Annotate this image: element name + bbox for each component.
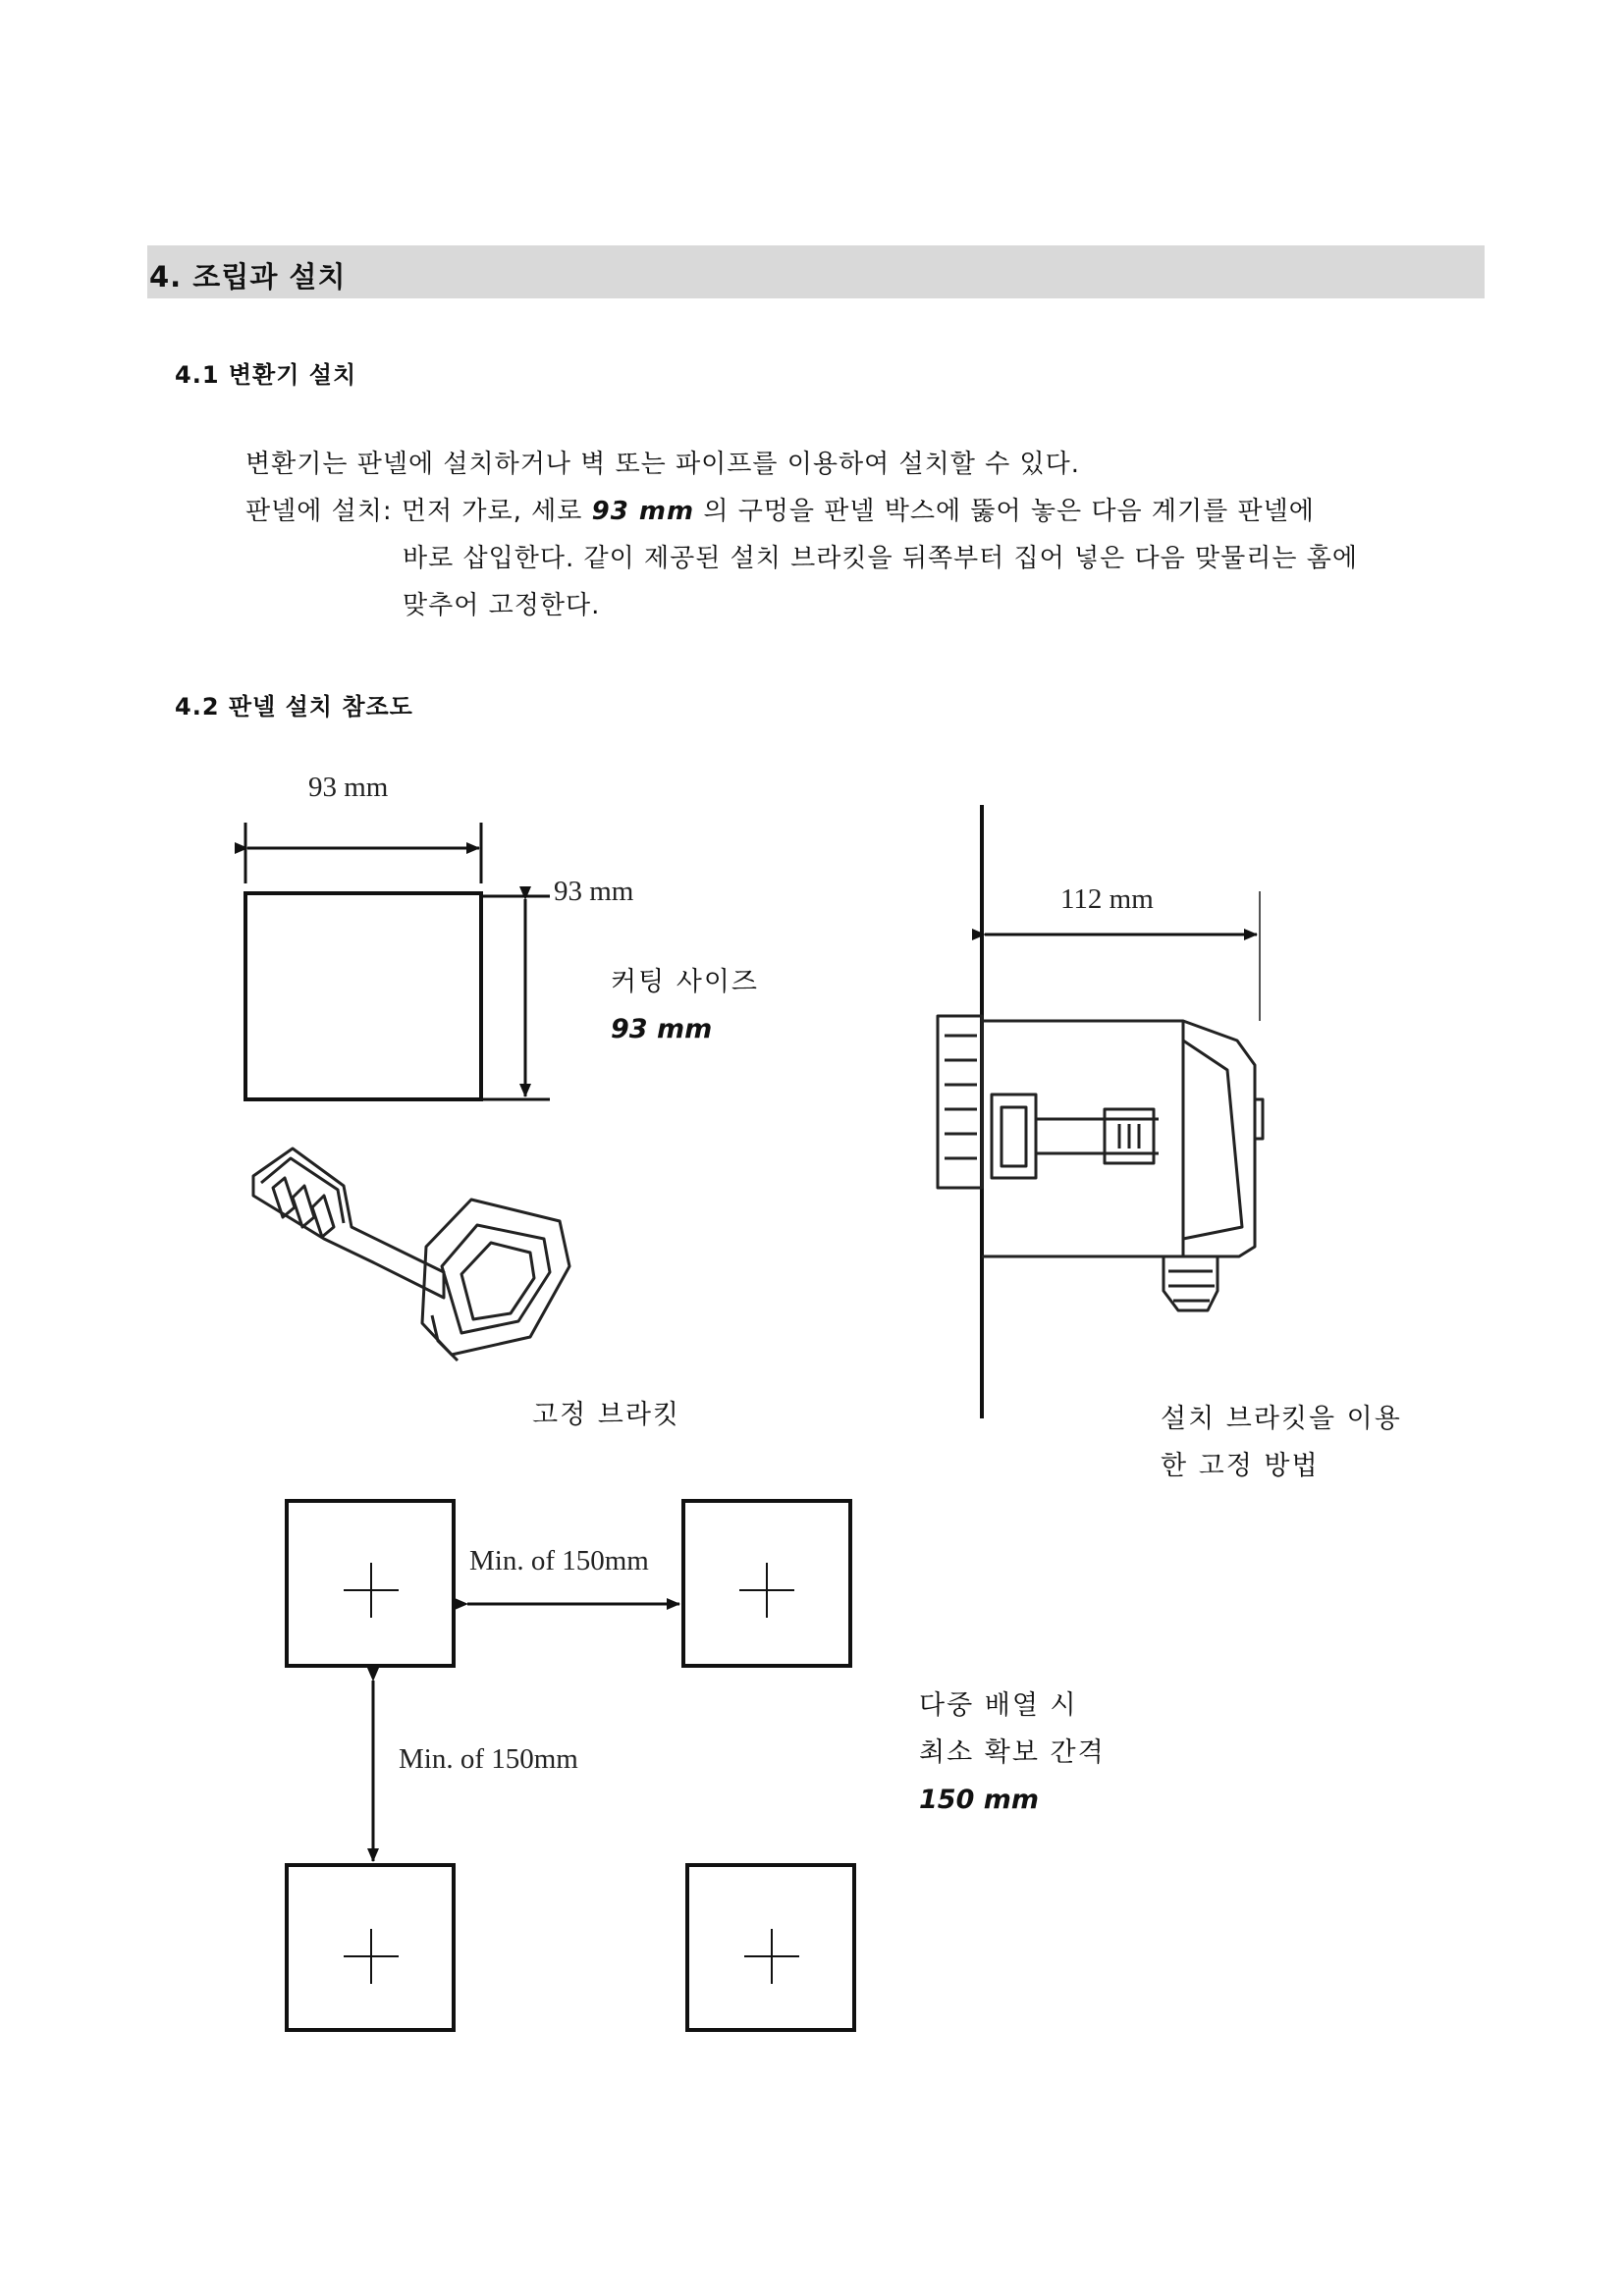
cutout-drawing — [245, 823, 550, 1099]
paragraph-line-2-prefix: 판넬에 설치: 먼저 가로, 세로 — [245, 497, 583, 526]
section-title: 4. 조립과 설치 — [149, 260, 347, 294]
caption-spacing-value: 150 mm — [919, 1785, 1040, 1815]
caption-spacing-line-2: 최소 확보 간격 — [919, 1737, 1106, 1768]
caption-fixing-bracket: 고정 브라킷 — [532, 1400, 680, 1430]
subsection-title-reference: 4.2 판넬 설치 참조도 — [175, 693, 413, 721]
paragraph-line-4: 맞추어 고정한다. — [403, 591, 601, 620]
dim-min-horizontal: Min. of 150mm — [469, 1545, 649, 1576]
dim-cutout-height: 93 mm — [554, 876, 634, 907]
bracket-illustration — [253, 1148, 569, 1361]
subsection-title-installation: 4.1 변환기 설치 — [175, 361, 357, 389]
paragraph-line-1: 변환기는 판넬에 설치하거나 벽 또는 파이프를 이용하여 설치할 수 있다. — [245, 450, 1081, 479]
dim-min-vertical: Min. of 150mm — [399, 1743, 578, 1775]
paragraph-line-2-suffix: 의 구멍을 판넬 박스에 뚫어 놓은 다음 계기를 판넬에 — [703, 497, 1315, 526]
caption-side-line-2: 한 고정 방법 — [1161, 1451, 1320, 1481]
paragraph-line-3: 바로 삽입한다. 같이 제공된 설치 브라킷을 뒤쪽부터 집어 넣은 다음 맞물리는 홈에 — [403, 544, 1359, 573]
caption-side-line-1: 설치 브라킷을 이용 — [1161, 1404, 1402, 1434]
caption-spacing-line-1: 다중 배열 시 — [919, 1690, 1078, 1721]
caption-cutting-size: 커팅 사이즈 — [611, 967, 759, 997]
caption-cutting-size-value: 93 mm — [611, 1014, 713, 1044]
dim-depth: 112 mm — [1060, 883, 1154, 915]
dim-cutout-width: 93 mm — [308, 772, 389, 803]
cutout-size-inline: 93 mm — [591, 497, 695, 526]
